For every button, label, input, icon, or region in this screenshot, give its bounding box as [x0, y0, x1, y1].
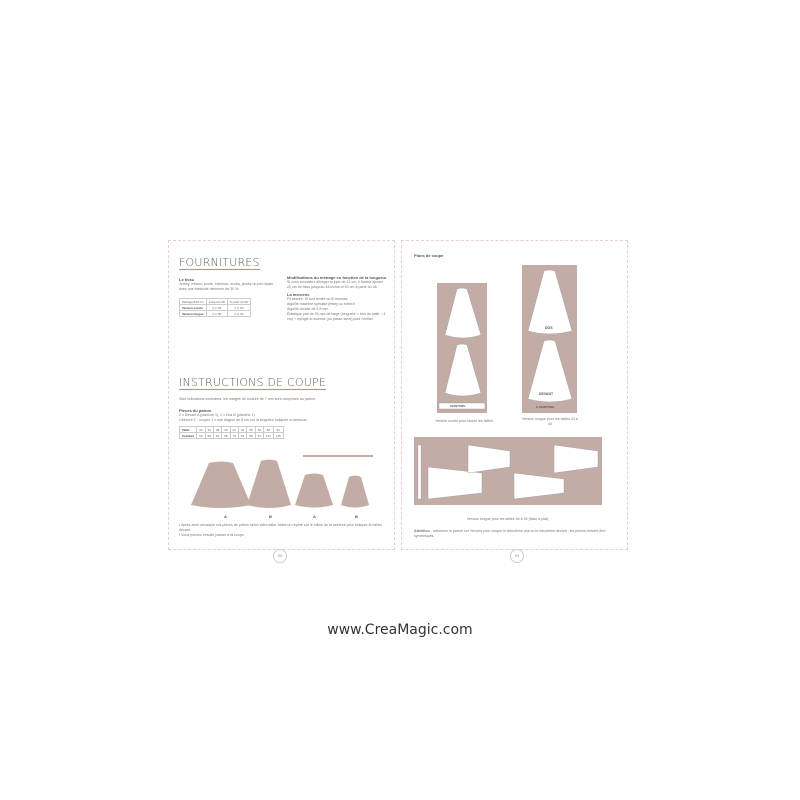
instructions-section	[179, 373, 326, 391]
size-cell: 44	[238, 427, 246, 433]
modif-heading: Modifications du métrage en fonction de la longueur	[287, 275, 387, 280]
ceinture-cell: 56	[205, 433, 213, 439]
ceinture-cell: 53	[197, 433, 205, 439]
mercerie-item: Aiguille double de 2,5 mm	[287, 307, 329, 311]
size-cell: 52	[273, 427, 283, 433]
metrage-header: Jusqu'au 48	[206, 299, 227, 305]
ceinture-cell: 66	[222, 433, 230, 439]
modif-text: Si vous souhaitez allonger la jupe de 15 cm, il faudra ajouter 20 cm de tissu jusqu'au 44 inclus et 40 cm à partir du 46.	[287, 280, 384, 289]
instructions-intro: Sauf indications contraires, les marges de couture de 7 mm sont comprises au patron.	[179, 397, 317, 401]
ceinture-cell: 97	[255, 433, 263, 439]
attention-text: : retournez le patron sur l'envers pour couper le deuxième dos ou le deuxième devant ; les pièces doivent être symétriques.	[414, 529, 606, 538]
dos-label: DOS	[545, 326, 553, 330]
fournitures-title: FOURNITURES	[179, 256, 260, 269]
metrage-table	[179, 298, 251, 317]
pattern-pieces-illustration	[179, 453, 389, 517]
size-cell: 48	[255, 427, 263, 433]
bullet-item: • Après avoir décalqué vos pièces de patron selon votre taille, faites un repère sur le milieu de la ceinture pour indiquer le milieu devant.	[179, 523, 382, 532]
left-page	[168, 240, 395, 558]
size-cell: 38	[213, 427, 221, 433]
pieces-heading: Pièces du patron	[179, 408, 212, 413]
longue-large-pieces	[414, 437, 602, 505]
longue-small-caption: Version longue pour les tailles 34 à 44	[522, 417, 578, 426]
ceinture-row-label: Ceinture	[180, 433, 197, 439]
metrage-cell: Version longue	[180, 311, 207, 317]
size-cell: 50	[263, 427, 273, 433]
mercerie-block	[287, 275, 387, 322]
ceinture-size-table	[179, 426, 284, 439]
watermark: www.CreaMagic.com	[327, 622, 473, 638]
plans-heading-block	[414, 253, 443, 258]
mercerie-item: Élastique plat de 25 mm de large (longueur = tour de taille – 4 cm) + épingle à nourrice (ou passe-lacet) pour l'enfiler	[287, 312, 386, 321]
ceinture-cell: 89	[247, 433, 255, 439]
bullet-text: Après avoir décalqué vos pièces de patron selon votre taille, faites un repère sur le milieu de la ceinture pour indiquer le milieu devant.	[179, 523, 382, 532]
attention-label: Attention	[414, 529, 430, 533]
instructions-bullets	[179, 523, 384, 538]
metrage-cell: Version courte	[180, 305, 207, 311]
dos-piece-large	[247, 460, 291, 509]
devant-piece-large	[191, 462, 251, 509]
courte-pieces	[437, 283, 487, 413]
bullet-text: Vous pouvez ensuite passer à la coupe.	[181, 533, 245, 537]
metrage-header: Métrage/140 cm	[180, 299, 207, 305]
size-cell: 40	[222, 427, 230, 433]
longue-large-caption: Version longue pour les tailles 46 à 52 (tissu à plat).	[466, 517, 550, 521]
size-cell: 46	[247, 427, 255, 433]
courte-devant-piece	[445, 344, 481, 396]
metrage-row	[180, 311, 251, 317]
tissu-text: Jersey, milano, ponte, interlock, scuba, jersey un peu épais avec une élasticité minimum de 30 %.	[179, 282, 274, 291]
metrage-cell: 2 m 30	[227, 311, 250, 317]
pieces-line: Ceinture C : couper 1 x une largeur de 8 cm sur la longueur indiquée ci-dessous :	[179, 418, 309, 422]
dos-piece-small	[341, 476, 369, 508]
mercerie-item: Fil assorti : fil tout textile ou fil mousse	[287, 297, 348, 301]
longue-small-pieces	[522, 265, 577, 413]
courte-caption: Version courte pour toutes les tailles	[435, 419, 493, 423]
size-cell: 36	[205, 427, 213, 433]
bullet-item: • Vous pouvez ensuite passer à la coupe.	[179, 533, 245, 537]
book-spread	[168, 240, 628, 560]
mercerie-item: Aiguille machine spéciale jersey ou stretch	[287, 302, 355, 306]
metrage-cell: 1 m 60	[206, 305, 227, 311]
large-dos-piece-2	[514, 473, 564, 499]
large-devant-piece-2	[554, 445, 598, 473]
ceinture-cell: 107	[263, 433, 273, 439]
tissu-heading: Le tissu	[179, 277, 195, 282]
large-ceinture-piece	[418, 445, 421, 499]
instructions-body	[179, 397, 384, 439]
size-cell: 34	[197, 427, 205, 433]
page-number-right: 99	[510, 549, 524, 563]
ceinture-row	[180, 433, 284, 439]
plans-heading: Plans de coupe	[414, 253, 444, 258]
courte-dos-piece	[445, 288, 481, 338]
devant-piece-small	[295, 474, 333, 508]
ceinture-cell: 115	[273, 433, 283, 439]
longue-dos-piece	[528, 270, 572, 334]
ceinture-cell: 75	[230, 433, 238, 439]
ceinture-strip-piece	[303, 455, 373, 457]
metrage-header: À partir du 50	[227, 299, 250, 305]
piece-label: B	[355, 514, 358, 519]
pieces-line: 2 x Devant A (planche 1), 2 x Dos B (planche 1)	[179, 413, 255, 417]
ceinture-cell: 81	[238, 433, 246, 439]
fournitures-section	[179, 253, 260, 271]
metrage-cell: 1 m 60	[227, 305, 250, 311]
courte-ceinture-label: CEINTURE	[450, 404, 466, 408]
piece-label: A	[224, 514, 227, 519]
piece-label: A	[313, 514, 316, 519]
attention-note	[414, 529, 614, 539]
right-page	[401, 240, 628, 558]
size-cell: 42	[230, 427, 238, 433]
c-ceinture-label: C CEINTURE	[536, 405, 555, 409]
page-number-left: 96	[273, 549, 287, 563]
mercerie-heading: La mercerie	[287, 292, 310, 297]
instructions-title: INSTRUCTIONS DE COUPE	[179, 376, 326, 389]
tissu-block	[179, 277, 279, 317]
large-dos-piece-1	[468, 445, 510, 473]
ceinture-cell: 61	[213, 433, 221, 439]
piece-label: B	[269, 514, 272, 519]
metrage-cell: 1 m 80	[206, 311, 227, 317]
size-row-label: Taille	[180, 427, 197, 433]
devant-label: DEVANT	[539, 392, 554, 396]
